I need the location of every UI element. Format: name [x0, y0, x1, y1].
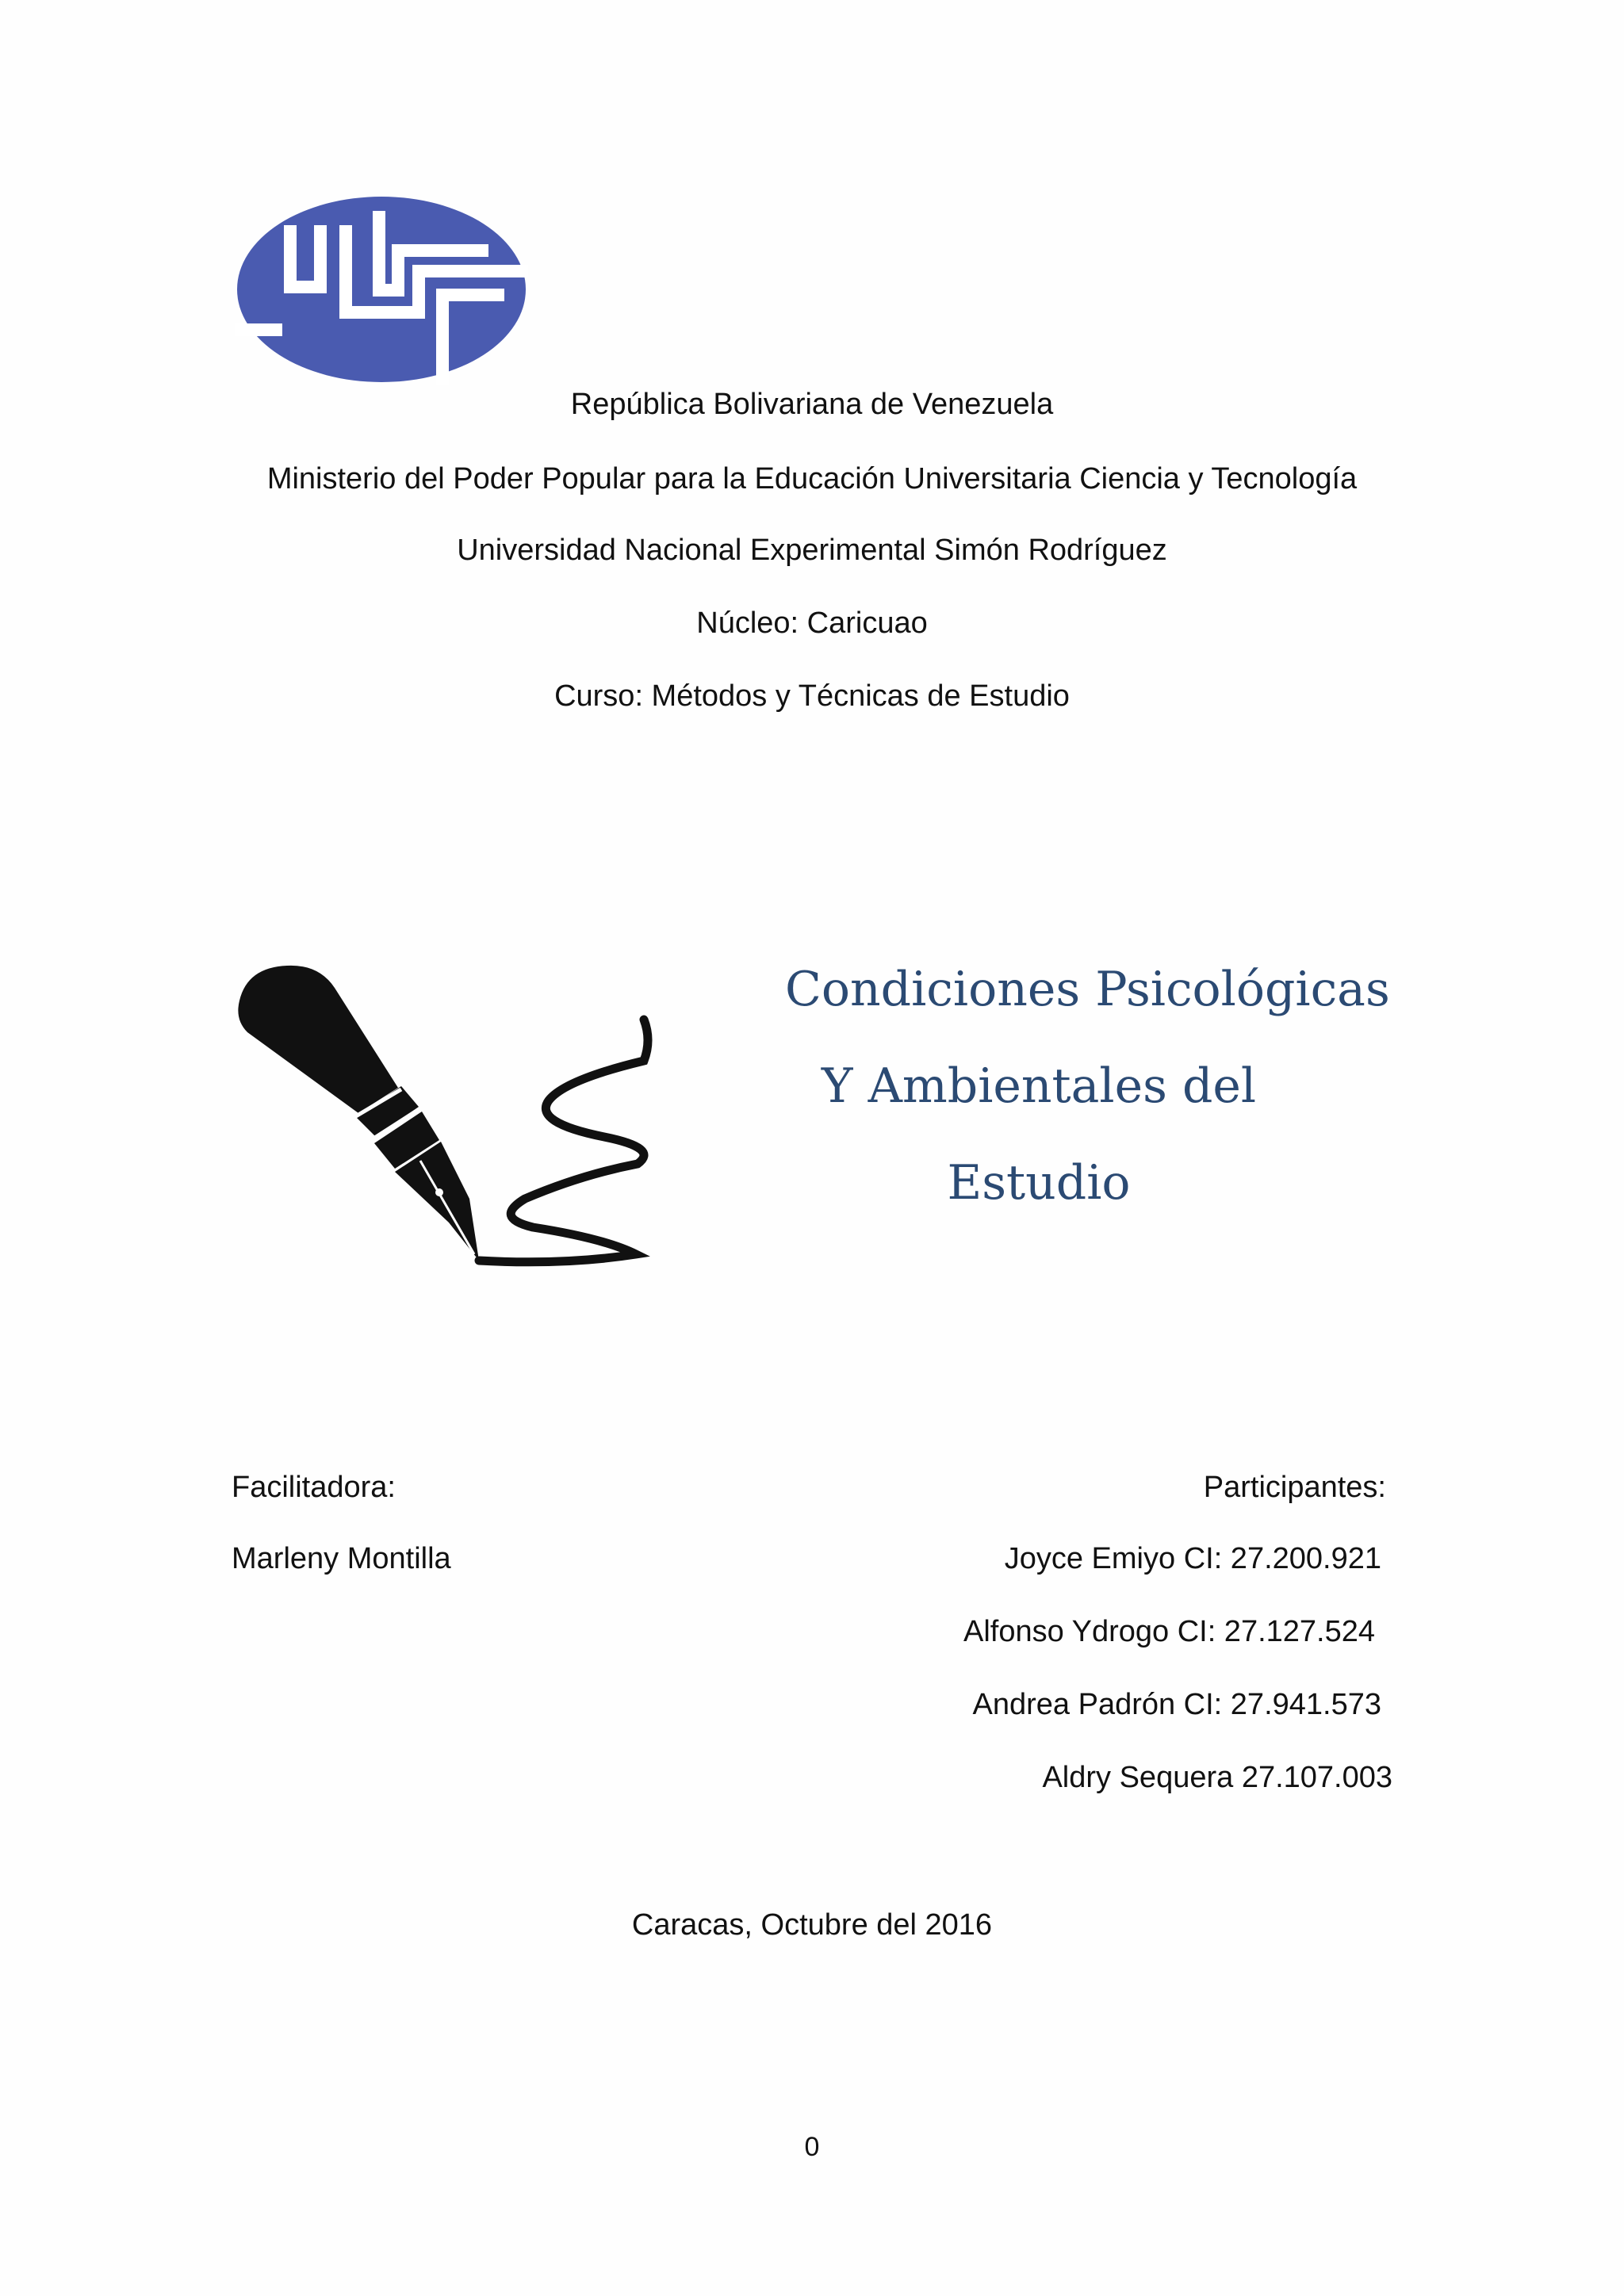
participant-item: Aldry Sequera 27.107.003 — [1042, 1761, 1392, 1794]
participant-item: Alfonso Ydrogo CI: 27.127.524 — [963, 1615, 1375, 1648]
page-number: 0 — [804, 2132, 820, 2162]
place-date: Caracas, Octubre del 2016 — [631, 1908, 993, 1942]
header-line-nucleus: Núcleo: Caricuao — [696, 607, 928, 640]
fountain-pen-icon — [232, 961, 660, 1272]
participant-item: Andrea Padrón CI: 27.941.573 — [972, 1688, 1381, 1721]
document-title-line-3: Estudio — [947, 1155, 1131, 1211]
facilitator-label: Facilitadora: — [232, 1471, 396, 1504]
document-title-line-1: Condiciones Psicológicas — [785, 962, 1390, 1017]
document-title-line-2: Y Ambientales del — [821, 1058, 1257, 1114]
participants-label: Participantes: — [1203, 1471, 1386, 1504]
participant-item: Joyce Emiyo CI: 27.200.921 — [1004, 1542, 1381, 1575]
header-line-country: República Bolivariana de Venezuela — [570, 388, 1054, 421]
facilitator-name: Marleny Montilla — [232, 1542, 451, 1575]
university-logo — [235, 193, 528, 385]
header-line-university: Universidad Nacional Experimental Simón Rodríguez — [457, 534, 1167, 567]
header-line-course: Curso: Métodos y Técnicas de Estudio — [554, 679, 1070, 713]
header-line-ministry: Ministerio del Poder Popular para la Educación Universitaria Ciencia y Tecnología — [266, 462, 1358, 496]
